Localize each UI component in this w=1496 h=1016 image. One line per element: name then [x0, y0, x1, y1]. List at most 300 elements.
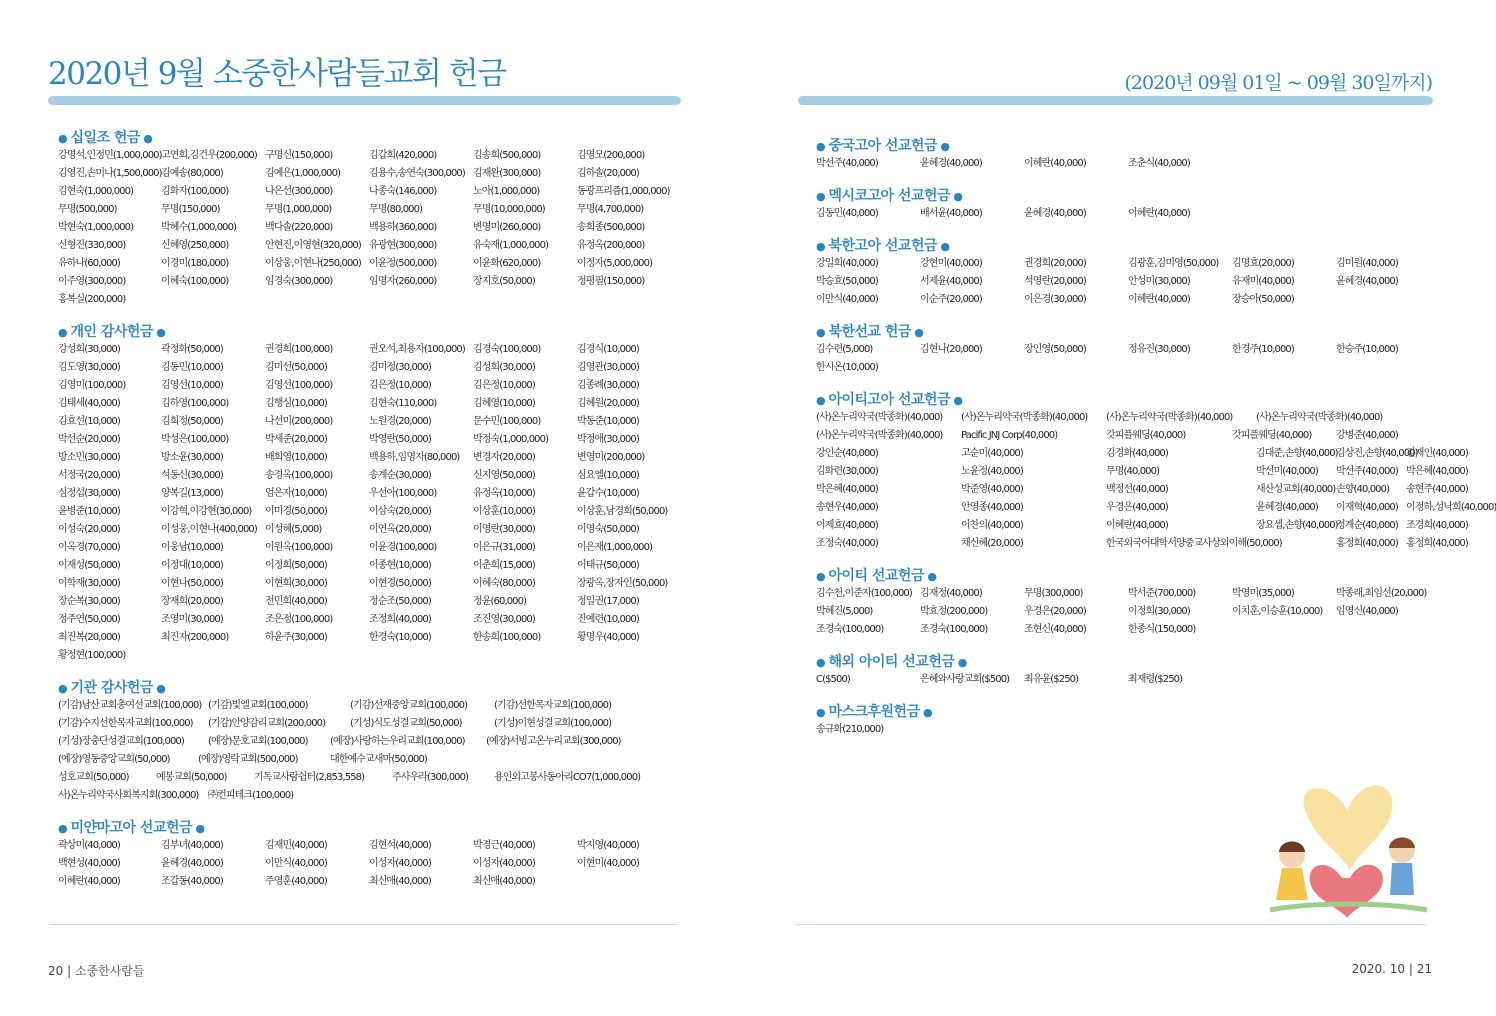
donor-entry: 강성희(30,000)	[58, 344, 120, 355]
section-title	[816, 238, 1426, 255]
donor-entry: 구명신(150,000)	[265, 150, 333, 161]
section-title-text: 멕시코고아 선교헌금	[828, 188, 951, 204]
donor-entry: 김용수,송연숙(300,000)	[369, 168, 465, 179]
donor-entry: 고순미(40,000)	[961, 448, 1023, 459]
donor-entry: 무명(300,000)	[1024, 588, 1083, 599]
donor-entry: 이학재(30,000)	[58, 578, 120, 589]
donor-entry: 최유윤($250)	[1024, 674, 1079, 685]
bullet-dot-icon: ●	[152, 326, 166, 339]
donor-entry: 박준영(40,000)	[961, 484, 1023, 495]
donor-entry: 유숙재(1,000,000)	[473, 240, 549, 251]
section-title	[816, 138, 1426, 155]
bullet-dot-icon: ●	[816, 706, 829, 719]
donor-entry: 김하솔(20,000)	[577, 168, 639, 179]
donor-row	[58, 715, 678, 733]
donor-entry: 무명(1,000,000)	[265, 204, 332, 215]
donor-entry: 한경숙(10,000)	[369, 632, 431, 643]
donor-entry: 유정옥(200,000)	[577, 240, 645, 251]
donor-entry: 이옥경(70,000)	[58, 542, 120, 553]
donor-entry: 대한예수교새마(50,000)	[330, 754, 427, 765]
donor-entry: 용인외고봉사동아리CO7(1,000,000)	[494, 772, 641, 783]
bottom-rule-left	[50, 924, 678, 925]
donor-row	[58, 697, 678, 715]
donor-entry: 박혜진(5,000)	[816, 606, 873, 617]
donation-section	[816, 704, 1426, 739]
donor-entry: 박경근(40,000)	[473, 840, 535, 851]
donor-row	[816, 155, 1426, 173]
donor-entry: 임영신(40,000)	[1336, 606, 1398, 617]
donor-entry: 김미원(40,000)	[1336, 258, 1398, 269]
donor-row	[816, 359, 1426, 377]
bottom-rule-right	[796, 924, 1426, 925]
donor-entry: 김은정(10,000)	[369, 380, 431, 391]
donor-entry: 이재성(50,000)	[58, 560, 120, 571]
donor-entry: 이혜란(40,000)	[58, 876, 120, 887]
donor-entry: 권경희(20,000)	[1024, 258, 1086, 269]
right-column	[816, 138, 1496, 754]
donor-entry: 김화자(100,000)	[161, 186, 229, 197]
donor-entry: 안현진,이영현(320,000)	[265, 240, 361, 251]
donation-section	[816, 188, 1426, 223]
donor-entry: 배희영(10,000)	[265, 452, 327, 463]
donor-entry: 유정옥(10,000)	[473, 488, 535, 499]
donor-entry: 김동민(40,000)	[816, 208, 878, 219]
donor-row	[816, 721, 1426, 739]
donor-entry: 조춘식(40,000)	[1128, 158, 1190, 169]
donor-row	[58, 201, 678, 219]
donor-entry: 강일희(40,000)	[816, 258, 878, 269]
donor-entry: 박정숙(1,000,000)	[473, 434, 549, 445]
donor-entry: 이성숙(20,000)	[58, 524, 120, 535]
donor-entry: 김경식(10,000)	[577, 344, 639, 355]
donor-entry: 황명우(40,000)	[577, 632, 639, 643]
donor-entry: 나종숙(146,000)	[369, 186, 437, 197]
section-title	[816, 188, 1426, 205]
donor-entry: 이성자(40,000)	[369, 858, 431, 869]
donor-entry: 무명(40,000)	[1106, 466, 1160, 477]
donor-row	[816, 585, 1426, 603]
donor-entry: 송현우(40,000)	[816, 502, 878, 513]
donor-entry: 노원경(20,000)	[369, 416, 431, 427]
donor-entry: (기감)수지선한목자교회(100,000)	[58, 718, 193, 729]
donor-entry: 박성은(100,000)	[161, 434, 229, 445]
donor-entry: 김수천,이준자(100,000)	[816, 588, 912, 599]
donor-entry: 이혜란(40,000)	[1024, 158, 1086, 169]
bullet-dot-icon: ●	[192, 822, 205, 835]
donor-row	[816, 291, 1426, 309]
donor-entry: 최신애(40,000)	[369, 876, 431, 887]
donor-entry: 무명(500,000)	[58, 204, 117, 215]
donor-row	[58, 413, 678, 431]
bullet-dot-icon: ●	[139, 132, 153, 145]
donor-entry: 이정대(10,000)	[161, 560, 223, 571]
donor-entry: 김현숙(1,000,000)	[58, 186, 134, 197]
donor-entry: 이경미(180,000)	[161, 258, 229, 269]
donor-entry: 주사우라(300,000)	[392, 772, 469, 783]
donor-entry: 이태규(50,000)	[577, 560, 639, 571]
bullet-dot-icon: ●	[919, 706, 933, 719]
donor-entry: 장지호(50,000)	[473, 276, 535, 287]
donor-row	[58, 341, 678, 359]
donor-entry: 백용하(360,000)	[369, 222, 437, 233]
donor-entry: 예봉교회(50,000)	[156, 772, 227, 783]
date-range: (2020년 09월 01일 ~ 09월 30일까지)	[1124, 72, 1432, 94]
donor-row	[58, 291, 678, 309]
donor-entry: 조영미(30,000)	[161, 614, 223, 625]
donor-entry: 김태세(40,000)	[58, 398, 120, 409]
donation-section	[58, 820, 678, 891]
donor-entry: 윤혜경(40,000)	[920, 158, 982, 169]
donor-entry: 동광프리즘(1,000,000)	[577, 186, 670, 197]
donor-entry: 한송희(100,000)	[473, 632, 541, 643]
donor-entry: 강현미(40,000)	[920, 258, 982, 269]
donor-entry: 정계순(40,000)	[1336, 520, 1398, 531]
donor-entry: 이치훈,이승훈(10,000)	[1232, 606, 1323, 617]
donor-entry: 이재혁(40,000)	[1336, 502, 1398, 513]
donor-entry: 채신혜(20,000)	[961, 538, 1023, 549]
donor-row	[58, 733, 678, 751]
section-title-text: 기관 감사헌금	[70, 680, 153, 696]
donor-entry: 새산성교회(40,000)	[1256, 484, 1336, 495]
donor-entry: 김현나(20,000)	[920, 344, 982, 355]
donor-entry: 심정섭(30,000)	[58, 488, 120, 499]
donor-entry: 박은혜(40,000)	[1406, 466, 1468, 477]
donor-row	[816, 463, 1468, 481]
donor-entry: 임경숙(300,000)	[265, 276, 333, 287]
donor-entry: ㈜컨피테크(100,000)	[208, 790, 294, 801]
donor-row	[58, 165, 678, 183]
donor-entry: 한경주(10,000)	[1232, 344, 1294, 355]
donor-entry: 조정희(40,000)	[369, 614, 431, 625]
donor-entry: 변영미(260,000)	[473, 222, 541, 233]
donor-entry: 장인영(50,000)	[1024, 344, 1086, 355]
donor-entry: 유하나(60,000)	[58, 258, 120, 269]
donor-entry: 최재령($250)	[1128, 674, 1183, 685]
bullet-dot-icon: ●	[816, 240, 829, 253]
donor-row	[816, 671, 1426, 689]
section-title-text: 마스크후원헌금	[828, 704, 920, 720]
donor-row	[58, 359, 678, 377]
donor-entry: 이상훈,남경희(50,000)	[577, 506, 668, 517]
donor-entry: Pacific JNJ Corp(40,000)	[961, 430, 1058, 441]
donor-entry: 손향(40,000)	[1336, 484, 1390, 495]
donor-entry: 우선아(100,000)	[369, 488, 437, 499]
donor-entry: 송계순(30,000)	[369, 470, 431, 481]
donor-row	[58, 611, 678, 629]
donor-entry: (사)온누리약국(박종화)(40,000)	[1256, 412, 1383, 423]
donor-entry: 이종현(10,000)	[369, 560, 431, 571]
donor-row	[58, 183, 678, 201]
donor-entry: 윤혜경(40,000)	[1024, 208, 1086, 219]
donor-entry: 김행심(10,000)	[265, 398, 327, 409]
donation-section	[816, 238, 1426, 309]
donor-entry: (사)온누리약국(박종화)(40,000)	[1106, 412, 1233, 423]
donor-entry: 김영선(10,000)	[161, 380, 223, 391]
donor-entry: 박선주(40,000)	[1336, 466, 1398, 477]
donation-section	[816, 654, 1426, 689]
donor-entry: (사)온누리약국(박종화)(40,000)	[961, 412, 1088, 423]
donor-entry: 나선미(200,000)	[265, 416, 333, 427]
donor-entry: 백용하,임명자(80,000)	[369, 452, 460, 463]
donor-row	[58, 539, 678, 557]
donor-entry: 윤혜경(40,000)	[161, 858, 223, 869]
donor-entry: 김대준,손향(40,000)	[1256, 448, 1338, 459]
donor-entry: 엄은자(10,000)	[265, 488, 327, 499]
donor-entry: 나은선(300,000)	[265, 186, 333, 197]
donor-entry: 유광현(300,000)	[369, 240, 437, 251]
donor-row	[58, 273, 678, 291]
donor-row	[816, 205, 1426, 223]
donor-entry: 배서윤(40,000)	[920, 208, 982, 219]
donor-entry: 김현석(40,000)	[369, 840, 431, 851]
donation-section	[58, 680, 678, 805]
donor-row	[58, 751, 678, 769]
donor-entry: 조은정(100,000)	[265, 614, 333, 625]
section-title-text: 아이티 선교헌금	[828, 568, 924, 584]
donor-entry: 최신애(40,000)	[473, 876, 535, 887]
donor-entry: 이웅남(10,000)	[161, 542, 223, 553]
donor-entry: 이혜숙(80,000)	[473, 578, 535, 589]
bullet-dot-icon: ●	[816, 190, 829, 203]
donor-entry: 한국외국어대학서양중교사상외이해(50,000)	[1106, 538, 1282, 549]
donor-row	[58, 237, 678, 255]
donor-entry: 무명(150,000)	[161, 204, 220, 215]
donor-entry: 이찬의(40,000)	[961, 520, 1023, 531]
donor-entry: 박선순(20,000)	[58, 434, 120, 445]
donor-row	[58, 467, 678, 485]
donor-entry: 조갑동(40,000)	[161, 876, 223, 887]
donor-entry: 김예은(1,000,000)	[265, 168, 341, 179]
donor-entry: 주영훈(40,000)	[265, 876, 327, 887]
donor-row	[58, 521, 678, 539]
donor-row	[816, 621, 1426, 639]
donor-entry: 신지영(50,000)	[473, 470, 535, 481]
donor-entry: 우경은(20,000)	[1024, 606, 1086, 617]
donor-entry: 김현숙(110,000)	[369, 398, 437, 409]
donor-entry: 정윤(60,000)	[473, 596, 527, 607]
donor-row	[816, 517, 1468, 535]
donor-entry: 김송희(500,000)	[473, 150, 541, 161]
donor-row	[58, 837, 678, 855]
footer-left: 20 | 소중한사람들	[48, 964, 145, 978]
bullet-dot-icon: ●	[954, 656, 967, 669]
donor-entry: 무명(80,000)	[369, 204, 423, 215]
donor-entry: 김미선(50,000)	[265, 362, 327, 373]
donor-entry: 윤혜경(40,000)	[1256, 502, 1318, 513]
donor-entry: 장승아(50,000)	[1232, 294, 1294, 305]
donor-entry: 기독교사람쉼터(2,853,558)	[254, 772, 365, 783]
section-title	[816, 392, 1426, 409]
donor-entry: 이혜란(40,000)	[1128, 208, 1190, 219]
donor-entry: 석동신(30,000)	[161, 470, 223, 481]
section-title-text: 해외 아이티 선교헌금	[828, 654, 955, 670]
donor-row	[58, 647, 678, 665]
donor-row	[58, 629, 678, 647]
donor-entry: 권오석,최용자(100,000)	[369, 344, 465, 355]
donor-entry: 이만식(40,000)	[816, 294, 878, 305]
donor-entry: 정주연(50,000)	[58, 614, 120, 625]
donor-row	[58, 593, 678, 611]
donor-entry: (기감)남산교회총여선교회(100,000)	[58, 700, 202, 711]
donor-entry: 이윤화(620,000)	[473, 258, 541, 269]
donor-entry: 이현희(30,000)	[265, 578, 327, 589]
donor-entry: 조정숙(40,000)	[816, 538, 878, 549]
section-title-text: 미얀마고아 선교헌금	[70, 820, 193, 836]
donor-row	[816, 273, 1426, 291]
donor-entry: 정순조(50,000)	[369, 596, 431, 607]
donor-entry: 이영숙(50,000)	[577, 524, 639, 535]
bullet-dot-icon: ●	[58, 682, 71, 695]
donor-entry: (기성)식도성결교회(50,000)	[350, 718, 462, 729]
donor-entry: (기성)장충단성결교회(100,000)	[58, 736, 184, 747]
donor-entry: 이영란(30,000)	[473, 524, 535, 535]
donor-entry: (기감)안양감리교회(200,000)	[208, 718, 326, 729]
donor-entry: 김영관(30,000)	[577, 362, 639, 373]
donor-entry: 이연옥(20,000)	[369, 524, 431, 535]
donor-entry: 사)온누리약국사회복지회(300,000)	[58, 790, 199, 801]
bullet-dot-icon: ●	[910, 326, 924, 339]
donor-entry: 송경옥(100,000)	[265, 470, 333, 481]
donor-entry: 최진자(200,000)	[161, 632, 229, 643]
donation-section	[816, 324, 1426, 377]
donor-entry: 석영란(20,000)	[1024, 276, 1086, 287]
donor-entry: 송규화(210,000)	[816, 724, 884, 735]
donor-entry: 김혜원(20,000)	[577, 398, 639, 409]
donation-section	[58, 324, 678, 665]
donor-row	[58, 787, 678, 805]
donor-entry: 신형진(330,000)	[58, 240, 126, 251]
donor-entry: 김재인(40,000)	[1406, 448, 1468, 459]
donor-entry: 변영미(200,000)	[577, 452, 645, 463]
donor-entry: 박은혜(40,000)	[816, 484, 878, 495]
donor-row	[816, 499, 1496, 517]
donor-entry: C($500)	[816, 674, 850, 685]
donor-entry: 이강혁,이강현(30,000)	[161, 506, 252, 517]
donor-row	[816, 535, 1468, 553]
donor-entry: 곽상미(40,000)	[58, 840, 120, 851]
donor-entry: 조경숙(100,000)	[816, 624, 884, 635]
donor-entry: 황정현(100,000)	[58, 650, 126, 661]
title-bar-left	[48, 96, 681, 105]
donor-row	[58, 395, 678, 413]
footer-right: 2020. 10 | 21	[1351, 962, 1432, 976]
donor-entry: (예장)영동중앙교회(50,000)	[58, 754, 170, 765]
donor-entry: 이제효(40,000)	[816, 520, 878, 531]
donor-entry: 최진복(20,000)	[58, 632, 120, 643]
donor-row	[816, 481, 1468, 499]
donor-row	[816, 341, 1426, 359]
donor-row	[58, 147, 678, 165]
donor-row	[58, 449, 678, 467]
donor-entry: 김영선(100,000)	[265, 380, 333, 391]
donor-row	[58, 219, 678, 237]
donor-entry: 박혜수(1,000,000)	[161, 222, 237, 233]
donor-entry: 권경희(100,000)	[265, 344, 333, 355]
donor-entry: 은혜와사랑교회($500)	[920, 674, 1010, 685]
donor-entry: 이윤정(500,000)	[369, 258, 437, 269]
bullet-dot-icon: ●	[816, 140, 829, 153]
donor-entry: 노윤정(40,000)	[961, 466, 1023, 477]
donor-entry: (기감)선재중앙교회(100,000)	[350, 700, 468, 711]
section-title	[58, 680, 678, 697]
donor-entry: 김재민(40,000)	[265, 840, 327, 851]
donor-entry: 조현신(40,000)	[1024, 624, 1086, 635]
section-title-text: 개인 감사헌금	[70, 324, 153, 340]
bullet-dot-icon: ●	[937, 240, 950, 253]
donor-row	[816, 427, 1426, 445]
donor-entry: 송현주(40,000)	[1406, 484, 1468, 495]
donor-row	[58, 769, 678, 787]
donor-entry: 이상훈(10,000)	[473, 506, 535, 517]
donor-entry: 김부녀(40,000)	[161, 840, 223, 851]
donor-entry: 한시온(10,000)	[816, 362, 878, 373]
section-title-text: 아이티고아 선교헌금	[828, 392, 951, 408]
donor-entry: 조경희(40,000)	[1406, 520, 1468, 531]
donor-entry: (예장)서빙고온누리교회(300,000)	[486, 736, 621, 747]
donor-entry: 이현미(40,000)	[577, 858, 639, 869]
donor-entry: (예장)사랑하는우리교회(100,000)	[330, 736, 465, 747]
donor-entry: 양복길(13,000)	[161, 488, 223, 499]
donor-entry: (사)온누리약국(박종화)(40,000)	[816, 412, 943, 423]
donor-entry: 윤갑수(10,000)	[577, 488, 639, 499]
donor-entry: 한종식(150,000)	[1128, 624, 1196, 635]
donor-entry: 김희정(50,000)	[161, 416, 223, 427]
section-title	[816, 654, 1426, 671]
donor-entry: 이성자(40,000)	[473, 858, 535, 869]
donor-entry: 갓피플웨딩(40,000)	[1106, 430, 1186, 441]
donor-entry: 김경숙(100,000)	[473, 344, 541, 355]
donor-entry: 이은규(31,000)	[473, 542, 535, 553]
section-title	[58, 130, 678, 147]
donor-entry: 박효정(200,000)	[920, 606, 988, 617]
donor-row	[58, 557, 678, 575]
donor-entry: 이혜숙(100,000)	[161, 276, 229, 287]
section-title	[816, 704, 1426, 721]
donor-entry: 박영란(50,000)	[369, 434, 431, 445]
donor-entry: 이혜란(40,000)	[1128, 294, 1190, 305]
donor-entry: 이은경(30,000)	[1024, 294, 1086, 305]
donor-entry: 이상웅,이현나(250,000)	[265, 258, 361, 269]
donor-entry: 박선주(40,000)	[816, 158, 878, 169]
donor-entry: 김경화(40,000)	[1106, 448, 1168, 459]
donor-entry: 노아(1,000,000)	[473, 186, 540, 197]
donor-entry: 안영종(40,000)	[961, 502, 1023, 513]
section-title	[816, 568, 1426, 585]
donor-row	[58, 873, 678, 891]
donor-entry: 정유진(30,000)	[1128, 344, 1190, 355]
donor-entry: 홍정희(40,000)	[1406, 538, 1468, 549]
donor-entry: (기성)이현성결교회(100,000)	[494, 718, 612, 729]
donor-entry: 이춘희(15,000)	[473, 560, 535, 571]
bullet-dot-icon: ●	[816, 656, 829, 669]
bullet-dot-icon: ●	[816, 394, 829, 407]
donor-entry: 하윤주(30,000)	[265, 632, 327, 643]
donor-entry: 윤혜경(40,000)	[1336, 276, 1398, 287]
donor-entry: 김혜영(10,000)	[473, 398, 535, 409]
bullet-dot-icon: ●	[58, 132, 71, 145]
donation-section	[58, 130, 678, 309]
donor-row	[58, 503, 678, 521]
donor-entry: 이정희(30,000)	[1128, 606, 1190, 617]
donor-entry: 김효선(10,000)	[58, 416, 120, 427]
donor-entry: 한승주(10,000)	[1336, 344, 1398, 355]
donor-entry: 김미정(30,000)	[369, 362, 431, 373]
donor-entry: 임명자(260,000)	[369, 276, 437, 287]
donor-entry: 이주영(300,000)	[58, 276, 126, 287]
donor-entry: 이은재(1,000,000)	[577, 542, 653, 553]
donor-entry: 갓피플웨딩(40,000)	[1232, 430, 1312, 441]
donor-entry: 백다솔(220,000)	[265, 222, 333, 233]
